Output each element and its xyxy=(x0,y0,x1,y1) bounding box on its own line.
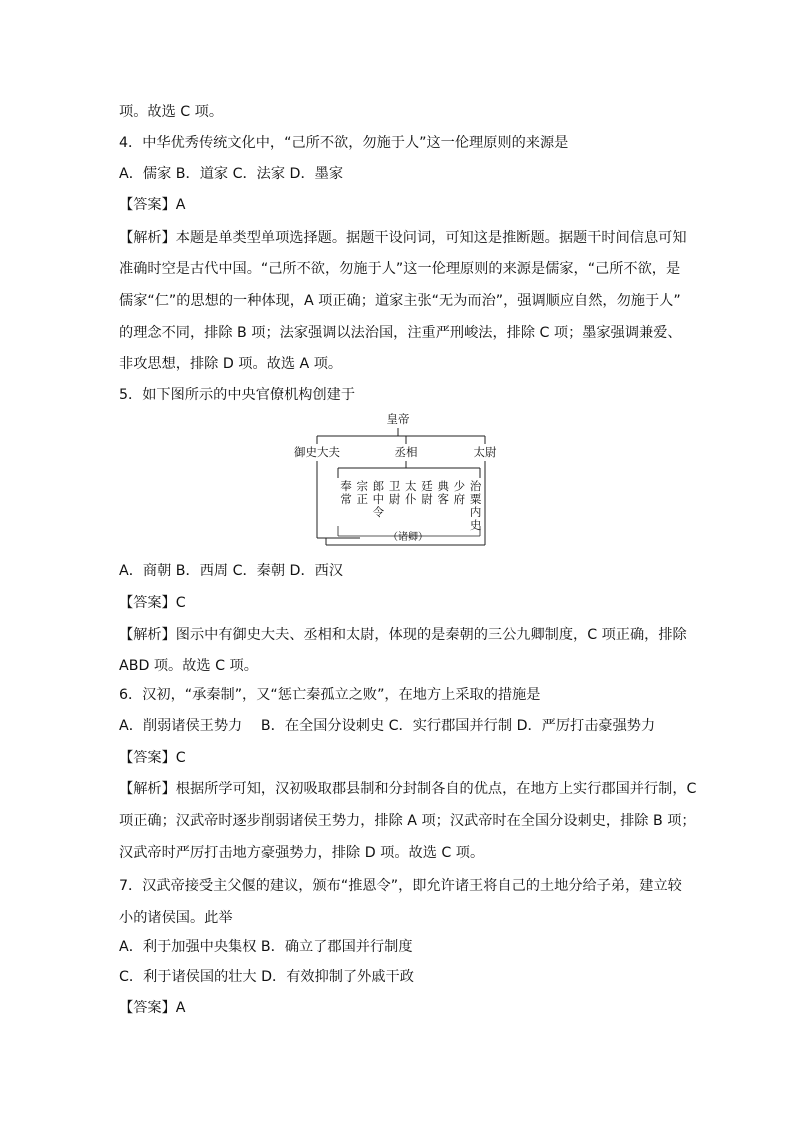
question-6-options: A．削弱诸侯王势力 B．在全国分设刺史 C．实行郡国并行制 D．严厉打击豪强势力 xyxy=(119,718,656,734)
analysis-4: 【解析】本题是单类型单项选择题。据题干设问词，可知这是推断题。据题干时间信息可知 xyxy=(119,230,687,246)
minister-char: 客 xyxy=(437,492,449,506)
diagram-grand-commandant: 太尉 xyxy=(473,445,497,459)
minister-char: 内 xyxy=(469,505,482,519)
analysis-6: 项正确；汉武帝时逐步削弱诸侯王势力，排除 A 项；汉武帝时在全国分设刺史，排除 B 项； xyxy=(119,813,696,829)
diagram-emperor: 皇帝 xyxy=(386,412,410,426)
question-4-options: A．儒家 B．道家 C．法家 D．墨家 xyxy=(119,166,344,182)
question-7: 7．汉武帝接受主父偃的建议，颁布“推恩令”，即允许诸王将自己的土地分给子弟，建立较 xyxy=(119,878,682,894)
minister-char: 令 xyxy=(372,505,385,519)
minister-char: 尉 xyxy=(421,492,433,506)
analysis-4: 准确时空是古代中国。“己所不欲，勿施于人”这一伦理原则的来源是儒家，“己所不欲，是 xyxy=(119,261,681,277)
minister-columns xyxy=(340,479,482,532)
minister-char: 府 xyxy=(453,492,466,506)
answer-4: 【答案】A xyxy=(119,197,186,213)
minister-char: 典 xyxy=(437,479,449,493)
diagram-caption: （诸卿） xyxy=(388,532,428,543)
question-5-options: A．商朝 B．西周 C．秦朝 D．西汉 xyxy=(119,563,344,579)
answer-5: 【答案】C xyxy=(119,595,186,611)
text-line: 项。故选 C 项。 xyxy=(119,104,224,120)
minister-char: 治 xyxy=(469,479,482,493)
minister-char: 太 xyxy=(405,479,417,493)
minister-char: 卫 xyxy=(388,479,401,493)
analysis-6: 【解析】根据所学可知，汉初吸取郡县制和分封制各自的优点，在地方上实行郡国并行制，C xyxy=(119,781,697,797)
minister-char: 尉 xyxy=(388,492,401,506)
minister-char: 廷 xyxy=(421,479,433,493)
answer-7: 【答案】A xyxy=(119,1000,186,1016)
analysis-4: 儒家“仁”的思想的一种体现，A 项正确；道家主张“无为而治”，强调顺应自然，勿施于人” xyxy=(119,293,681,309)
minister-char: 史 xyxy=(469,518,482,532)
question-6: 6．汉初，“承秦制”，又“惩亡秦孤立之败”，在地方上采取的措施是 xyxy=(119,687,541,703)
analysis-5: 【解析】图示中有御史大夫、丞相和太尉，体现的是秦朝的三公九卿制度，C 项正确，排除 xyxy=(119,627,687,643)
analysis-5: ABD 项。故选 C 项。 xyxy=(119,658,258,674)
diagram-left-minister: 御史大夫 xyxy=(294,445,340,459)
official-structure-diagram xyxy=(280,408,510,554)
analysis-4: 的理念不同，排除 B 项；法家强调以法治国，注重严刑峻法，排除 C 项；墨家强调兼爱、 xyxy=(119,325,682,341)
minister-char: 少 xyxy=(453,479,466,493)
minister-char: 仆 xyxy=(405,492,417,506)
question-7-options: A．利于加强中央集权 B．确立了郡国并行制度 xyxy=(119,939,413,955)
diagram-chancellor: 丞相 xyxy=(394,445,418,459)
analysis-6: 汉武帝时严厉打击地方豪强势力，排除 D 项。故选 C 项。 xyxy=(119,845,485,861)
minister-char: 中 xyxy=(372,492,385,506)
minister-char: 奉 xyxy=(340,479,352,493)
question-7-options: C．利于诸侯国的壮大 D．有效抑制了外戚干政 xyxy=(119,969,414,985)
analysis-4: 非攻思想，排除 D 项。故选 A 项。 xyxy=(119,356,343,372)
question-4: 4．中华优秀传统文化中，“己所不欲，勿施于人”这一伦理原则的来源是 xyxy=(119,135,569,151)
answer-6: 【答案】C xyxy=(119,750,186,766)
question-5: 5．如下图所示的中央官僚机构创建于 xyxy=(119,387,356,403)
minister-char: 郎 xyxy=(372,479,385,493)
minister-char: 常 xyxy=(340,492,352,506)
minister-char: 宗 xyxy=(356,479,368,493)
minister-char: 粟 xyxy=(469,492,482,506)
minister-char: 正 xyxy=(356,492,368,506)
question-7: 小的诸侯国。此举 xyxy=(119,910,233,926)
